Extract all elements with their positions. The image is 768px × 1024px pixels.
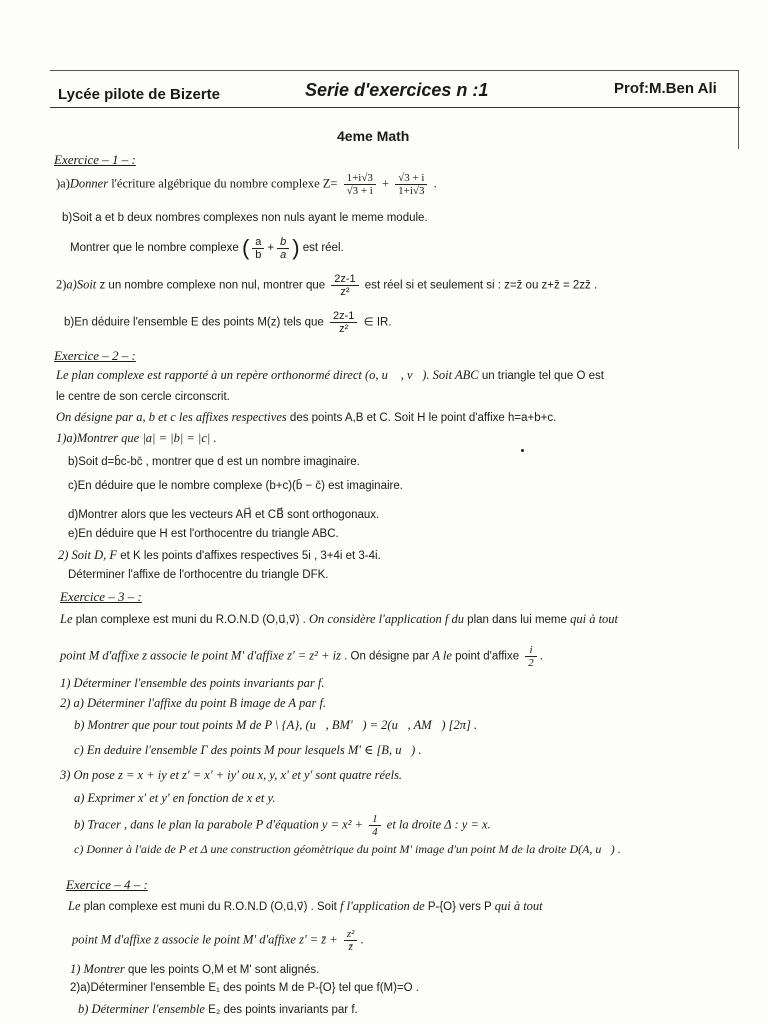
ex2-l9-post: et K les points d'affixes respectives 5i , 3+4i et 3-4i. [117,550,381,562]
ex1-fraction-4 [331,273,358,298]
ex4-line-5 [78,1002,358,1017]
ex2-line-7: d)Montrer alors que les vecteurs AH⃗ et CB⃗ sont orthogonaux. [68,509,380,521]
ex2-line-2: le centre de son cercle circonscrit. [56,391,230,403]
ex3-line-5: b) Montrer que pour tout points M de P \ {A}, (u⃗, BM'⃗) = 2(u⃗, AM⃗) [2π] . [74,718,478,732]
ex1-f3b-num: b [277,236,289,249]
ex3-line-6: c) En deduire l'ensemble Γ des points M pour lesquels M' ∈ [B, u⃗) . [74,743,422,757]
ex3-l1-it2: On considère l'application f du [309,612,464,626]
ex3-l1-mid: plan complexe est muni du R.O.N.D (O,u⃗,v⃗) . [72,614,310,626]
ex1-l4-post: est réel si et seulement si : z=z̄ ou z+z̄ = 2zz̄ . [364,279,598,292]
ex1-fraction-5 [330,310,357,335]
ex3-line-2 [60,644,543,669]
ex2-l9-it: 2) Soit D, F [58,548,118,562]
ex1-paren-open: ( [241,235,250,260]
ex3-line-1 [60,612,618,627]
ex2-line-8: e)En déduire que H est l'orthocentre du triangle ABC. [68,528,339,540]
ex1-f3b-den: a [280,248,287,261]
ex1-f5-num: 2z-1 [330,310,357,323]
ex2-line-5: b)Soit d=b̄c-bc̄ , montrer que d est un nombre imaginaire. [68,456,360,468]
exercise-1-title: Exercice – 1 – : [54,152,136,167]
ex1-line-4 [56,273,597,298]
ex4-line-2 [72,928,364,953]
ex1-f1-den: √3 + i [346,185,373,197]
ex3-f-den: 2 [528,657,534,669]
ex3-l9-fraction [369,813,381,838]
series-title: Serie d'exercices n :1 [305,80,489,100]
ex3-line-10: c) Donner à l'aide de P et Δ une construction géomètrique du point M' image d'un point M de la droite D(A, u⃗) . [74,842,621,856]
ex4-l3-it: 1) Montrer [70,962,125,976]
exercise-2-title: Exercice – 2 – : [54,348,136,363]
ex4-line-4: 2)a)Déterminer l'ensemble E₁ des points M de P-{O} tel que f(M)=O . [70,982,419,994]
ex4-l2-end: . [360,932,364,947]
ex1-line-3: Montrer que le nombre complexe ( $\frac{a}{b}$ + $\frac{b}{a}$ ) est réel. [70,235,344,261]
ex1-f5-den: z² [339,323,349,335]
ex3-l9-fnum: 1 [369,813,381,826]
ex4-l5-post: E₂ des points invariants par f. [204,1004,358,1016]
teacher-name: Prof:M.Ben Ali [614,80,717,97]
ex1-line-5 [64,310,392,335]
ex3-l2-post: point d'affixe [451,650,520,663]
ex3-l9-pre: b) Tracer , dans le plan la parabole P d'équation y = x² + [74,817,364,832]
ex3-l2-mid: . On désigne par [340,650,433,663]
ex1-l1-text: l'écriture algébrique du nombre complexe Z= [108,176,338,191]
ex4-f-den: z̄ [348,941,353,953]
ex3-l2-it2: A le [432,648,452,663]
ex3-line-7: 3) On pose z = x + iy et z' = x' + iy' ou x, y, x' et y' sont quatre réels. [60,768,403,782]
ex1-f4-num: 2z-1 [331,273,358,286]
ex3-l9-fden: 4 [372,826,378,838]
ex1-f2-den: 1+i√3 [398,185,425,197]
ex4-line-3 [70,962,319,977]
ex1-f4-den: z² [340,286,350,298]
ex2-line-4: 1)a)Montrer que |a| = |b| = |c| . [56,431,217,445]
ex4-l1-it3: qui à tout [494,899,543,913]
ex4-l1-it2: f l'application de [340,899,425,913]
ex2-line-1 [56,368,604,383]
ex1-paren-close: ) [292,235,300,260]
ex3-l1-post: plan dans lui meme [463,614,571,626]
school-name: Lycée pilote de Bizerte [58,86,220,103]
ex4-l1-it: Le [68,899,81,913]
ex3-l2-end: . [539,648,543,663]
ex3-line-8: a) Exprimer x' et y' en fonction de x et y. [74,791,276,805]
ex2-l1-it: Le plan complexe est rapporté à un repère orthonormé direct (o, u⃗ , v⃗). Soit ABC [56,368,479,382]
ex4-line-1 [68,899,543,914]
exercise-4-title: Exercice – 4 – : [66,877,148,892]
ex4-l1-mid: plan complexe est muni du R.O.N.D (O,u⃗,v⃗) . Soit [80,901,341,913]
exercise-3-title: Exercice – 3 – : [60,589,142,604]
ex1-l3-post: est réel. [302,242,344,255]
ex4-f-num: z² [344,928,358,941]
ex3-f-num: i [525,644,537,657]
ex1-l4-it: a)Soit [66,277,97,292]
ex1-fraction-3b [277,236,289,261]
ex1-l5-post: ∈ IR. [363,316,392,329]
ex3-line-9 [74,813,491,838]
ex4-l3-post: que les points O,M et M' sont alignés. [124,964,320,976]
ex2-l3-it: On désigne par a, b et c les affixes respectives [56,410,287,424]
ex1-f2-num: √3 + i [395,172,427,185]
ex2-line-3 [56,410,556,425]
ex1-plus: + [381,176,390,191]
ex1-line-1 [56,172,437,197]
ex1-f3a-num: a [252,236,264,249]
ex4-l5-it: b) Déterminer l'ensemble [78,1002,205,1016]
ex3-fraction [525,644,537,669]
ex3-l2-it: point M d'affixe z associe le point M' d'affixe z' = z² + iz [60,648,341,663]
ex4-fraction [344,928,358,953]
ex1-f1-num: 1+i√3 [344,172,376,185]
header-rule [50,107,740,108]
ex4-l1-post: P-{O} vers P [424,901,495,913]
ex3-line-4: 2) a) Déterminer l'affixe du point B image de A par f. [60,696,327,710]
ex3-l1-it: Le [60,612,73,626]
ex3-line-3: 1) Déterminer l'ensemble des points invariants par f. [60,676,325,690]
ex1-fraction-3a [252,236,264,261]
ex1-fraction-1 [344,172,376,197]
class-level: 4eme Math [337,128,410,144]
ex2-l1-post: un triangle tel que O est [478,370,604,382]
ex1-f3a-den: b [255,248,262,261]
ex4-l2-it: point M d'affixe z associe le point M' d'affixe z' = z̄ + [72,932,338,947]
ex2-l3-post: des points A,B et C. Soit H le point d'affixe h=a+b+c. [286,412,557,424]
ex2-line-6: c)En déduire que le nombre complexe (b+c)(b̄ − c̄) est imaginaire. [68,480,403,492]
ex1-l4-mid: z un nombre complexe non nul, montrer que [96,279,326,292]
ex1-l1-end: . [433,176,437,191]
ex1-line-2: b)Soit a et b deux nombres complexes non nuls ayant le meme module. [62,212,428,224]
ex2-line-9 [58,548,381,563]
ex1-l3-pre: Montrer que le nombre complexe [70,242,239,255]
ex1-fraction-2 [395,172,427,197]
ex3-l9-post: et la droite Δ : y = x. [386,817,491,832]
ex1-l5-pre: b)En déduire l'ensemble E des points M(z) tels que [64,316,324,329]
ex2-line-10: Déterminer l'affixe de l'orthocentre du triangle DFK. [68,569,329,581]
ex3-l1-it3: qui à tout [570,612,619,626]
ex1-l1-pre: )a) [56,176,70,191]
ex1-l4-pre: 2) [56,277,67,292]
ex1-l1-verb: Donner [69,176,109,191]
ink-speck [521,449,524,452]
